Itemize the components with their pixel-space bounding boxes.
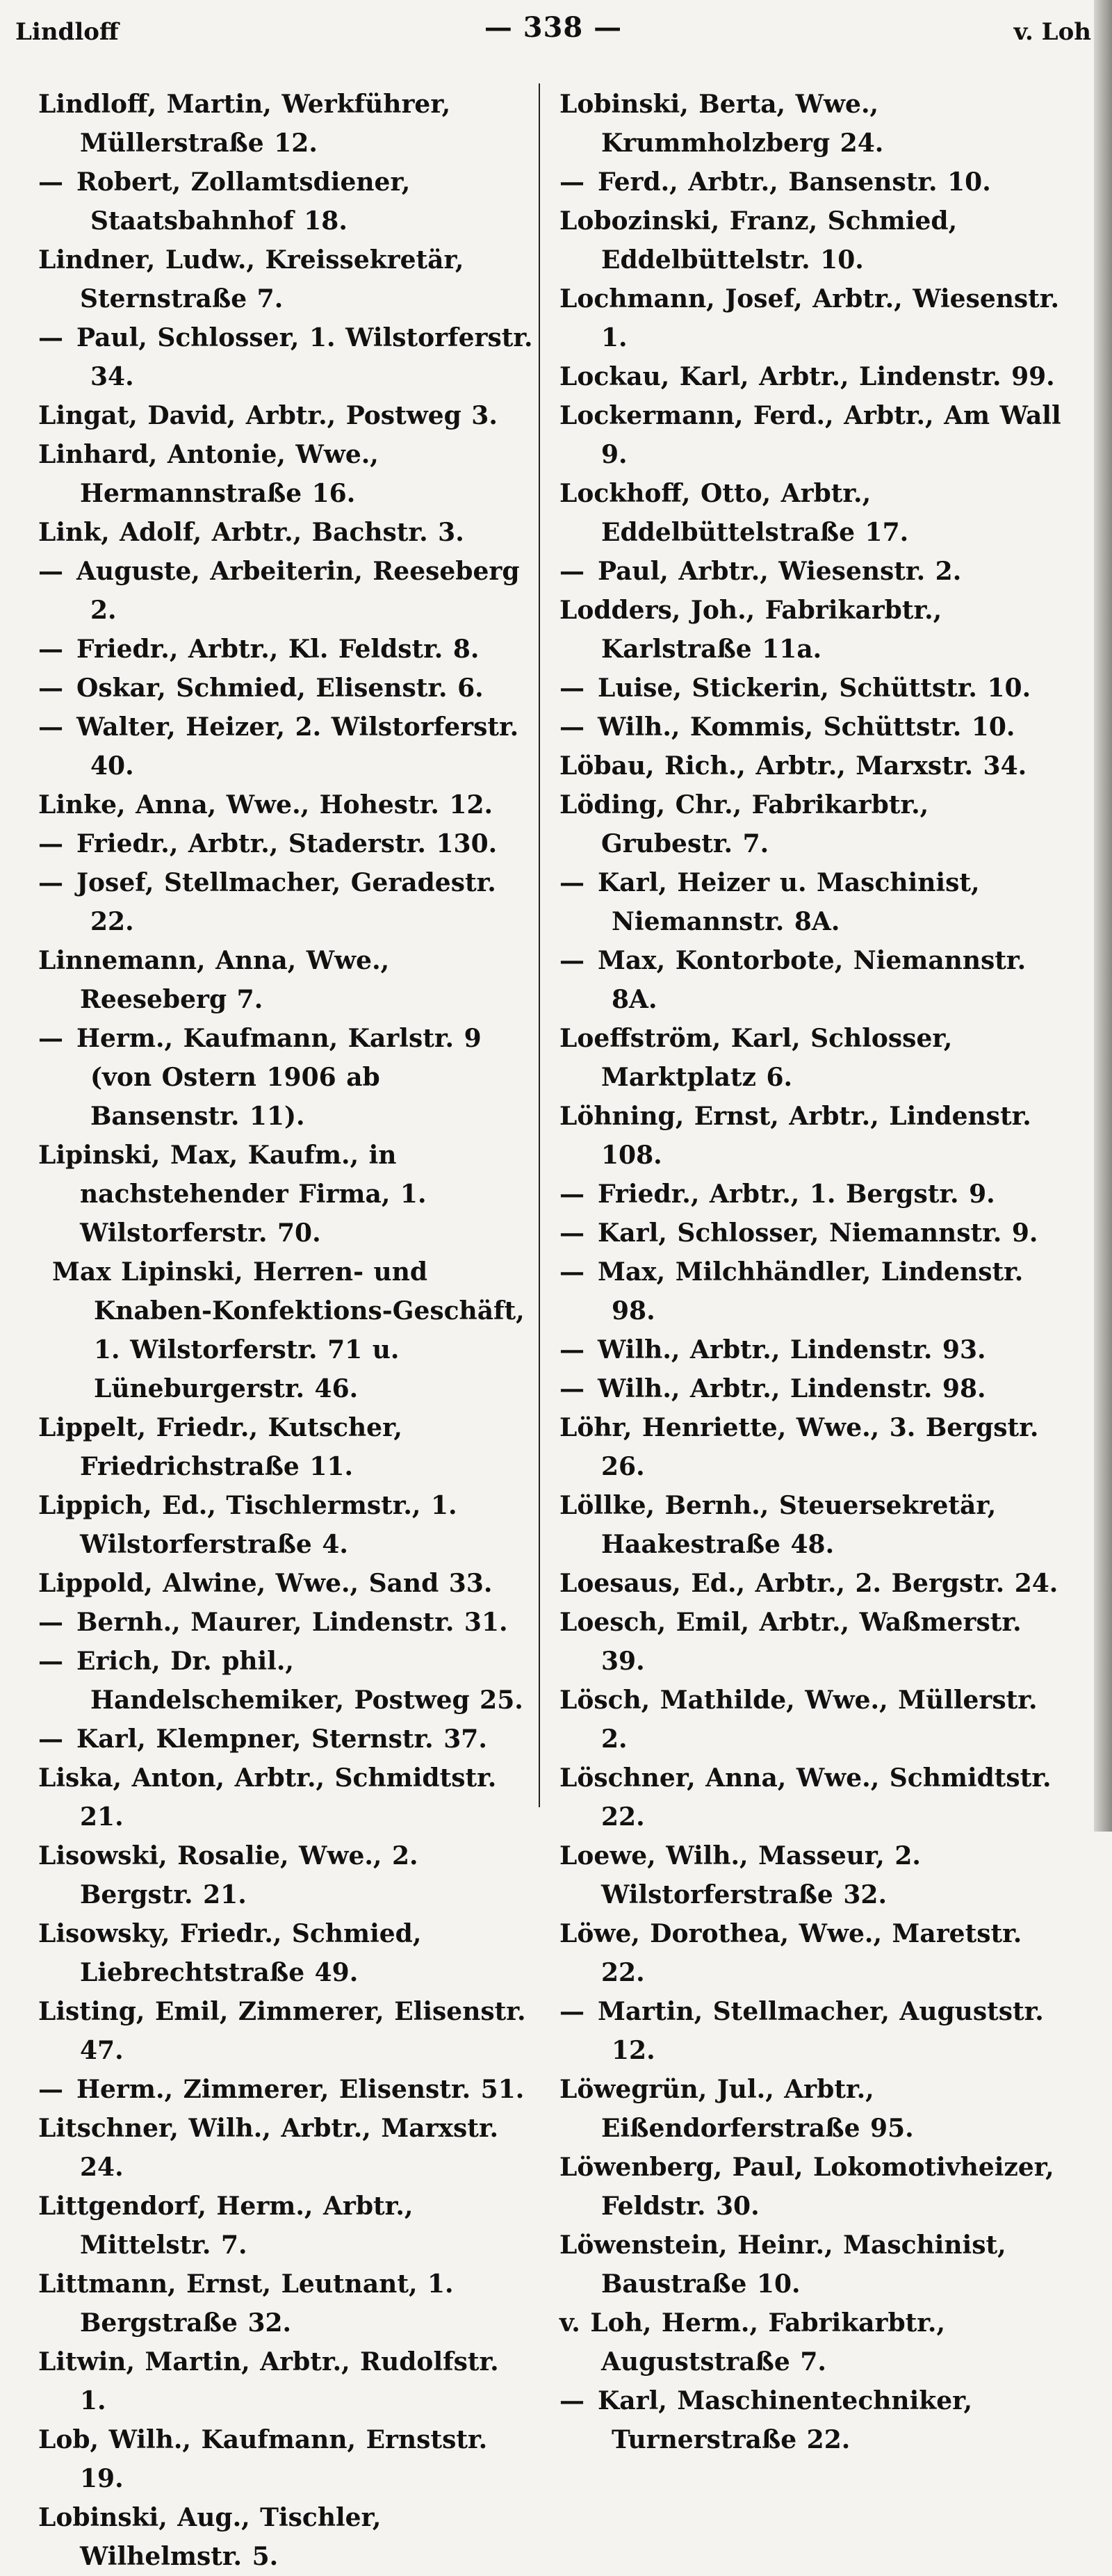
entry-text: Linnemann, Anna, Wwe., Reeseberg 7. [38, 946, 390, 1014]
right-column [559, 85, 1061, 2459]
directory-entry [559, 1992, 1061, 2070]
entry-text: Martin, Stellmacher, Auguststr. 12. [598, 1997, 1044, 2065]
directory-entry [559, 85, 1061, 163]
entry-text: Karl, Klempner, Sternstr. 37. [76, 1725, 487, 1754]
ditto-dash: — [559, 168, 584, 197]
ditto-dash: — [559, 1374, 584, 1403]
entry-text: Löwenstein, Heinr., Maschinist, Baustraße 10. [559, 2231, 1006, 2299]
entry-text: Loeffström, Karl, Schlosser, Marktplatz 6. [559, 1024, 953, 1092]
ditto-dash: — [559, 712, 584, 742]
entry-text: Löwe, Dorothea, Wwe., Maretstr. 22. [559, 1919, 1022, 1987]
entry-text: Link, Adolf, Arbtr., Bachstr. 3. [38, 518, 464, 547]
entry-text: v. Loh, Herm., Fabrikarbtr., Auguststraße 7. [559, 2308, 945, 2377]
directory-entry [38, 2109, 533, 2187]
ditto-dash: — [559, 1180, 584, 1209]
directory-entry [559, 1759, 1061, 1836]
entry-text: Karl, Heizer u. Maschinist, Niemannstr. 8A. [598, 868, 980, 936]
directory-entry [559, 1564, 1061, 1603]
directory-entry [559, 2304, 1061, 2381]
entry-text: Lippold, Alwine, Wwe., Sand 33. [38, 1569, 493, 1598]
directory-entry [38, 1759, 533, 1836]
entry-text: Paul, Arbtr., Wiesenstr. 2. [598, 557, 962, 586]
directory-entry [38, 824, 533, 863]
entry-text: Lockau, Karl, Arbtr., Lindenstr. 99. [559, 362, 1055, 391]
directory-entry [52, 1253, 533, 1408]
directory-entry [559, 1175, 1061, 1214]
ditto-dash: — [559, 946, 584, 975]
entry-text: Löbau, Rich., Arbtr., Marxstr. 34. [559, 751, 1027, 781]
entry-text: Löwegrün, Jul., Arbtr., Eißendorferstraße 95. [559, 2075, 914, 2143]
ditto-dash: — [38, 1024, 63, 1053]
entry-text: Lodders, Joh., Fabrikarbtr., Karlstraße 11a. [559, 596, 942, 664]
entry-text: Lindloff, Martin, Werkführer, Müllerstraße 12. [38, 90, 451, 158]
directory-entry [38, 630, 533, 669]
directory-entry [559, 1253, 1061, 1330]
directory-entry [559, 785, 1061, 863]
directory-entry [559, 941, 1061, 1019]
entry-text: Lippelt, Friedr., Kutscher, Friedrichstraße 11. [38, 1413, 402, 1481]
entry-text: Linhard, Antonie, Wwe., Hermannstraße 16. [38, 440, 379, 508]
directory-entry [559, 202, 1061, 279]
entry-text: Löschner, Anna, Wwe., Schmidtstr. 22. [559, 1763, 1052, 1832]
directory-entry [38, 785, 533, 824]
directory-entry [559, 357, 1061, 396]
directory-entry [559, 163, 1061, 202]
ditto-dash: — [38, 674, 63, 703]
directory-entry [38, 1564, 533, 1603]
directory-entry [559, 1681, 1061, 1759]
directory-entry [559, 2226, 1061, 2304]
directory-entry [559, 1914, 1061, 1992]
entry-text: Loesch, Emil, Arbtr., Waßmerstr. 39. [559, 1608, 1022, 1676]
entry-text: Litschner, Wilh., Arbtr., Marxstr. 24. [38, 2114, 499, 2182]
ditto-dash: — [559, 1257, 584, 1287]
entry-text: Löding, Chr., Fabrikarbtr., Grubestr. 7. [559, 790, 929, 858]
ditto-dash: — [38, 635, 63, 664]
entry-text: Lobinski, Berta, Wwe., Krummholzberg 24. [559, 90, 884, 158]
entry-text: Lobozinski, Franz, Schmied, Eddelbüttelstr. 10. [559, 206, 958, 275]
directory-entry [38, 1019, 533, 1136]
directory-entry [38, 2070, 533, 2109]
entry-text: Robert, Zollamtsdiener, Staatsbahnhof 18. [76, 168, 411, 236]
directory-entry [38, 2265, 533, 2342]
directory-entry [38, 163, 533, 241]
entry-text: Littgendorf, Herm., Arbtr., Mittelstr. 7. [38, 2192, 414, 2260]
page-number: — 338 — [484, 11, 623, 44]
entry-text: Loesaus, Ed., Arbtr., 2. Bergstr. 24. [559, 1569, 1058, 1598]
directory-entry [559, 279, 1061, 357]
directory-entry [38, 1914, 533, 1992]
ditto-dash: — [38, 323, 63, 352]
entry-text: Max Lipinski, Herren- und Knaben-Konfektions-Geschäft, 1. Wilstorferstr. 71 u. Lüneburgerstr. 46. [52, 1257, 525, 1403]
directory-entry [38, 513, 533, 552]
entry-text: Litwin, Martin, Arbtr., Rudolfstr. 1. [38, 2347, 499, 2415]
ditto-dash: — [38, 1608, 63, 1637]
ditto-dash: — [38, 1647, 63, 1676]
entry-text: Wilh., Kommis, Schüttstr. 10. [598, 712, 1015, 742]
directory-entry [38, 1603, 533, 1642]
scan-edge-shadow [1094, 0, 1112, 1832]
entry-text: Erich, Dr. phil., Handelschemiker, Postweg 25. [76, 1647, 523, 1715]
ditto-dash: — [38, 829, 63, 858]
entry-text: Linke, Anna, Wwe., Hohestr. 12. [38, 790, 493, 820]
directory-entry [38, 2498, 533, 2576]
entry-text: Löhr, Henriette, Wwe., 3. Bergstr. 26. [559, 1413, 1039, 1481]
entry-text: Max, Kontorbote, Niemannstr. 8A. [598, 946, 1027, 1014]
ditto-dash: — [38, 712, 63, 742]
entry-text: Loewe, Wilh., Masseur, 2. Wilstorferstraße 32. [559, 1841, 921, 1909]
directory-entry [38, 863, 533, 941]
entry-text: Lochmann, Josef, Arbtr., Wiesenstr. 1. [559, 284, 1060, 352]
entry-text: Ferd., Arbtr., Bansenstr. 10. [598, 168, 991, 197]
entry-text: Lisowsky, Friedr., Schmied, Liebrechtstraße 49. [38, 1919, 422, 1987]
entry-text: Karl, Maschinentechniker, Turnerstraße 22. [598, 2386, 972, 2454]
directory-entry [38, 2420, 533, 2498]
entry-text: Lipinski, Max, Kaufm., in nachstehender Firma, 1. Wilstorferstr. 70. [38, 1141, 427, 1248]
entry-text: Walter, Heizer, 2. Wilstorferstr. 40. [76, 712, 519, 781]
entry-text: Herm., Zimmerer, Elisenstr. 51. [76, 2075, 525, 2104]
ditto-dash: — [559, 1997, 584, 2026]
entry-text: Listing, Emil, Zimmerer, Elisenstr. 47. [38, 1997, 526, 2065]
entry-text: Max, Milchhändler, Lindenstr. 98. [598, 1257, 1024, 1326]
page-header [15, 8, 1091, 49]
entry-text: Bernh., Maurer, Lindenstr. 31. [76, 1608, 508, 1637]
entry-text: Löllke, Bernh., Steuersekretär, Haakestraße 48. [559, 1491, 997, 1559]
directory-entry [559, 1836, 1061, 1914]
directory-entry [559, 591, 1061, 669]
directory-entry [559, 396, 1061, 474]
directory-entry [559, 669, 1061, 708]
directory-entry [38, 708, 533, 785]
ditto-dash: — [38, 557, 63, 586]
entry-text: Liska, Anton, Arbtr., Schmidtstr. 21. [38, 1763, 497, 1832]
directory-entry [559, 1019, 1061, 1097]
entry-text: Löhning, Ernst, Arbtr., Lindenstr. 108. [559, 1102, 1031, 1170]
ditto-dash: — [559, 674, 584, 703]
entry-text: Josef, Stellmacher, Geradestr. 22. [76, 868, 496, 936]
entry-text: Lösch, Mathilde, Wwe., Müllerstr. 2. [559, 1686, 1038, 1754]
directory-entry [559, 1603, 1061, 1681]
directory-entry [38, 941, 533, 1019]
directory-entry [38, 1836, 533, 1914]
entry-text: Lob, Wilh., Kaufmann, Ernststr. 19. [38, 2425, 488, 2493]
directory-entry [38, 1486, 533, 1564]
directory-entry [559, 474, 1061, 552]
directory-entry [38, 241, 533, 318]
directory-entry [559, 2070, 1061, 2148]
directory-entry [559, 708, 1061, 747]
entry-text: Auguste, Arbeiterin, Reeseberg 2. [76, 557, 520, 625]
directory-entry [559, 1097, 1061, 1175]
entry-text: Herm., Kaufmann, Karlstr. 9 (von Ostern 1906 ab Bansenstr. 11). [76, 1024, 482, 1131]
entry-text: Lindner, Ludw., Kreissekretär, Sternstraße 7. [38, 245, 464, 313]
ditto-dash: — [559, 1335, 584, 1364]
directory-entry [559, 1214, 1061, 1253]
directory-entry [559, 1330, 1061, 1369]
running-head-right: v. Loh [1013, 18, 1091, 46]
entry-text: Lockhoff, Otto, Arbtr., Eddelbüttelstraße 17. [559, 479, 909, 547]
entry-text: Lippich, Ed., Tischlermstr., 1. Wilstorferstraße 4. [38, 1491, 457, 1559]
directory-entry [559, 747, 1061, 785]
directory-entry [38, 552, 533, 630]
directory-entry [38, 1720, 533, 1759]
entry-text: Littmann, Ernst, Leutnant, 1. Bergstraße 32. [38, 2269, 454, 2338]
directory-entry [38, 1642, 533, 1720]
directory-entry [559, 1486, 1061, 1564]
directory-entry [559, 1369, 1061, 1408]
entry-text: Lobinski, Aug., Tischler, Wilhelmstr. 5. [38, 2503, 382, 2571]
directory-entry [559, 2148, 1061, 2226]
directory-entry [559, 863, 1061, 941]
entry-text: Lisowski, Rosalie, Wwe., 2. Bergstr. 21. [38, 1841, 418, 1909]
ditto-dash: — [559, 868, 584, 897]
directory-entry [559, 2381, 1061, 2459]
column-divider [539, 83, 540, 1807]
ditto-dash: — [559, 2386, 584, 2415]
entry-text: Paul, Schlosser, 1. Wilstorferstr. 34. [76, 323, 533, 391]
ditto-dash: — [38, 868, 63, 897]
ditto-dash: — [38, 168, 63, 197]
directory-entry [38, 1992, 533, 2070]
directory-entry [38, 318, 533, 396]
directory-entry [38, 85, 533, 163]
entry-text: Löwenberg, Paul, Lokomotivheizer, Feldstr. 30. [559, 2153, 1054, 2221]
ditto-dash: — [38, 1725, 63, 1754]
directory-entry [38, 669, 533, 708]
directory-entry [38, 396, 533, 435]
directory-entry [559, 552, 1061, 591]
entry-text: Oskar, Schmied, Elisenstr. 6. [76, 674, 484, 703]
directory-entry [38, 1408, 533, 1486]
running-head-left: Lindloff [15, 18, 119, 46]
ditto-dash: — [38, 2075, 63, 2104]
entry-text: Friedr., Arbtr., Kl. Feldstr. 8. [76, 635, 480, 664]
directory-entry [38, 435, 533, 513]
entry-text: Wilh., Arbtr., Lindenstr. 93. [598, 1335, 986, 1364]
directory-entry [38, 2342, 533, 2420]
directory-entry [559, 1408, 1061, 1486]
entry-text: Wilh., Arbtr., Lindenstr. 98. [598, 1374, 986, 1403]
entry-text: Friedr., Arbtr., 1. Bergstr. 9. [598, 1180, 995, 1209]
left-column [38, 85, 533, 2576]
entry-text: Karl, Schlosser, Niemannstr. 9. [598, 1218, 1038, 1248]
directory-entry [38, 2187, 533, 2265]
ditto-dash: — [559, 1218, 584, 1248]
entry-text: Luise, Stickerin, Schüttstr. 10. [598, 674, 1031, 703]
entry-text: Friedr., Arbtr., Staderstr. 130. [76, 829, 498, 858]
ditto-dash: — [559, 557, 584, 586]
directory-entry [38, 1136, 533, 1253]
entry-text: Lockermann, Ferd., Arbtr., Am Wall 9. [559, 401, 1061, 469]
entry-text: Lingat, David, Arbtr., Postweg 3. [38, 401, 498, 430]
